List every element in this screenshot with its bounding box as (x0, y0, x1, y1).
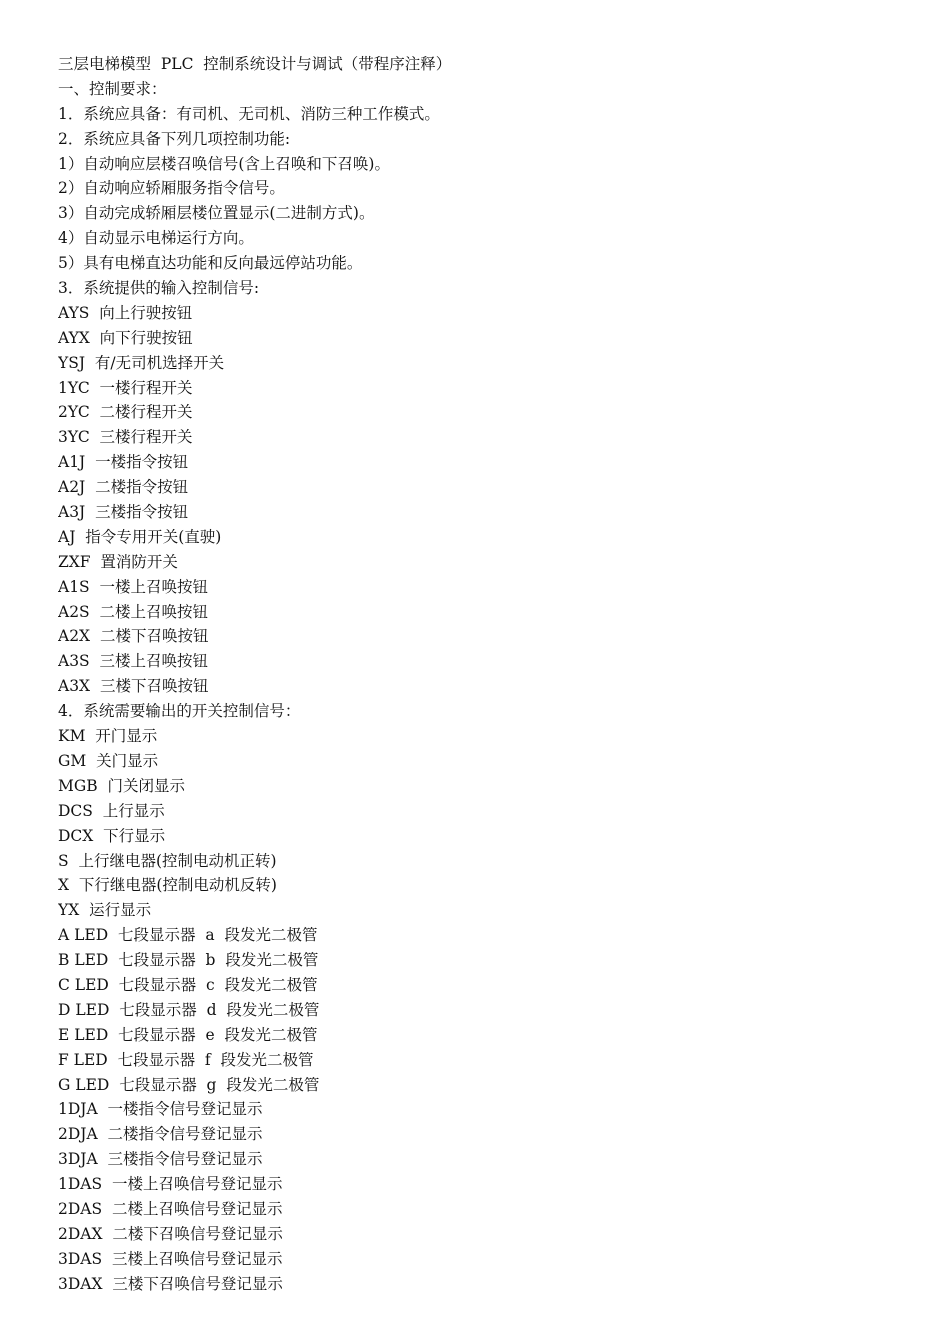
text-line: F LED 七段显示器 f 段发光二极管 (58, 1050, 314, 1069)
text-line: 2DJA 二楼指令信号登记显示 (58, 1125, 263, 1144)
text-line: YSJ 有/无司机选择开关 (58, 353, 225, 372)
text-line: C LED 七段显示器 c 段发光二极管 (58, 975, 318, 994)
text-line: 1YC 一楼行程开关 (58, 378, 193, 397)
text-line: 1DJA 一楼指令信号登记显示 (58, 1100, 263, 1119)
text-line: A2X 二楼下召唤按钮 (58, 627, 209, 646)
text-line: 一、控制要求： (58, 79, 167, 98)
text-line: A LED 七段显示器 a 段发光二极管 (58, 926, 318, 945)
text-line: E LED 七段显示器 e 段发光二极管 (58, 1025, 318, 1044)
text-line: AYX 向下行驶按钮 (58, 328, 193, 347)
text-line: 2YC 二楼行程开关 (58, 403, 193, 422)
text-line: A1J 一楼指令按钮 (58, 453, 189, 472)
text-line: 1DAS 一楼上召唤信号登记显示 (58, 1175, 283, 1194)
text-line: A2S 二楼上召唤按钮 (58, 602, 209, 621)
text-line: 3YC 三楼行程开关 (58, 428, 193, 447)
text-line: 4）自动显示电梯运行方向。 (58, 229, 254, 248)
text-line: YX 运行显示 (58, 901, 152, 920)
text-line: A2J 二楼指令按钮 (58, 478, 189, 497)
text-line: 3DAS 三楼上召唤信号登记显示 (58, 1249, 283, 1268)
document-body (58, 77, 918, 1297)
text-line: 3DAX 三楼下召唤信号登记显示 (58, 1274, 283, 1293)
text-line: ZXF 置消防开关 (58, 552, 178, 571)
text-line: 2．系统应具备下列几项控制功能: (58, 129, 291, 148)
text-line: A3J 三楼指令按钮 (58, 503, 189, 522)
text-line: A3X 三楼下召唤按钮 (58, 677, 209, 696)
text-line: D LED 七段显示器 d 段发光二极管 (58, 1000, 320, 1019)
text-line: 2）自动响应轿厢服务指令信号。 (58, 179, 285, 198)
text-line: 4．系统需要输出的开关控制信号： (58, 702, 301, 721)
text-line: X 下行继电器(控制电动机反转) (58, 876, 277, 895)
text-line: 2DAS 二楼上召唤信号登记显示 (58, 1199, 283, 1218)
text-line: AYS 向上行驶按钮 (58, 303, 193, 322)
text-line: G LED 七段显示器 g 段发光二极管 (58, 1075, 320, 1094)
text-line: AJ 指令专用开关(直驶) (58, 527, 222, 546)
text-line: 3DJA 三楼指令信号登记显示 (58, 1150, 263, 1169)
text-line: 1）自动响应层楼召唤信号(含上召唤和下召唤)。 (58, 154, 390, 173)
text-line: 3．系统提供的输入控制信号: (58, 279, 260, 298)
document-title: 三层电梯模型 PLC 控制系统设计与调试（带程序注释） (58, 55, 452, 73)
text-line: KM 开门显示 (58, 727, 158, 746)
text-line: MGB 门关闭显示 (58, 776, 185, 795)
text-line: 5）具有电梯直达功能和反向最远停站功能。 (58, 254, 363, 273)
document-page (58, 52, 918, 1297)
text-line: DCS 上行显示 (58, 801, 165, 820)
text-line: A3S 三楼上召唤按钮 (58, 652, 209, 671)
text-line: GM 关门显示 (58, 751, 159, 770)
text-line: S 上行继电器(控制电动机正转) (58, 851, 277, 870)
text-line: B LED 七段显示器 b 段发光二极管 (58, 951, 319, 970)
text-line: 2DAX 二楼下召唤信号登记显示 (58, 1224, 283, 1243)
text-line: 3）自动完成轿厢层楼位置显示(二进制方式)。 (58, 204, 375, 223)
text-line: DCX 下行显示 (58, 826, 166, 845)
text-line: A1S 一楼上召唤按钮 (58, 577, 209, 596)
text-line: 1．系统应具备：有司机、无司机、消防三种工作模式。 (58, 104, 440, 123)
